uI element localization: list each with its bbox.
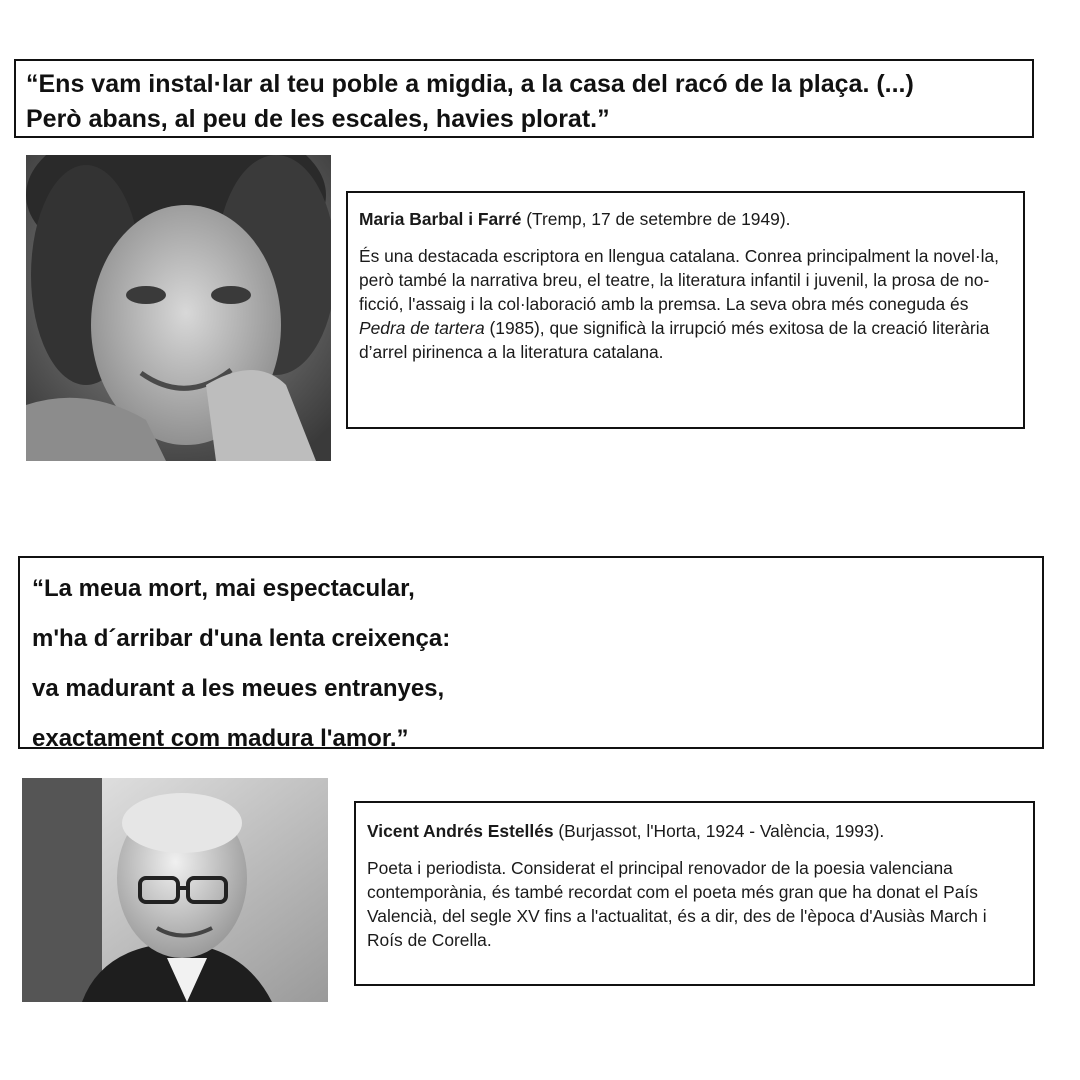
quote-line: “Ens vam instal·lar al teu poble a migdia, a la casa del racó de la plaça. (...) — [26, 70, 914, 98]
portrait-photo-icon — [22, 778, 328, 1002]
quote-line: va madurant a les meues entranyes, — [32, 675, 445, 702]
quote-line: exactament com madura l'amor.” — [32, 725, 409, 752]
quote-box-estelles — [18, 556, 1044, 752]
author-details: (Tremp, 17 de setembre de 1949). — [521, 209, 791, 229]
author-photo-estelles — [22, 778, 328, 1002]
bio-text: Poeta i periodista. Considerat el principal renovador de la poesia valenciana contemporània, és també recordat com el poeta més gran que ha donat el País Valencià, del segle XV fins a l'actualitat, és a dir, des de l'època d'Ausiàs March i Roís de Corella. — [367, 858, 987, 950]
quote-line: Però abans, al peu de les escales, havies plorat.” — [26, 105, 610, 133]
bio-text-part: (1985), que significà la irrupció més exitosa de la creació literària d’arrel pirinenca a la literatura catalana. — [359, 318, 990, 362]
quote-line: m'ha d´arribar d'una lenta creixença: — [32, 625, 451, 652]
bio-box-estelles — [354, 801, 1035, 986]
bio-heading — [367, 819, 1023, 843]
quote-box-barbal — [14, 59, 1034, 138]
bio-text — [359, 244, 1013, 364]
quote-line: “La meua mort, mai espectacular, — [32, 575, 415, 602]
bio-box-barbal — [346, 191, 1025, 429]
book-title: Pedra de tartera — [359, 318, 485, 338]
author-photo-barbal — [26, 155, 331, 461]
author-details: (Burjassot, l'Horta, 1924 - València, 1993). — [553, 821, 885, 841]
bio-text-part: És una destacada escriptora en llengua catalana. Conrea principalment la novel·la, però també la narrativa breu, el teatre, la literatura infantil i juvenil, la prosa de no-ficció, l'assaig i la col·laboració amb la premsa. La seva obra més coneguda és — [359, 246, 999, 314]
bio-heading — [359, 207, 1013, 231]
portrait-photo-icon — [26, 155, 331, 461]
author-name: Vicent Andrés Estellés — [367, 821, 554, 841]
author-name: Maria Barbal i Farré — [359, 209, 522, 229]
